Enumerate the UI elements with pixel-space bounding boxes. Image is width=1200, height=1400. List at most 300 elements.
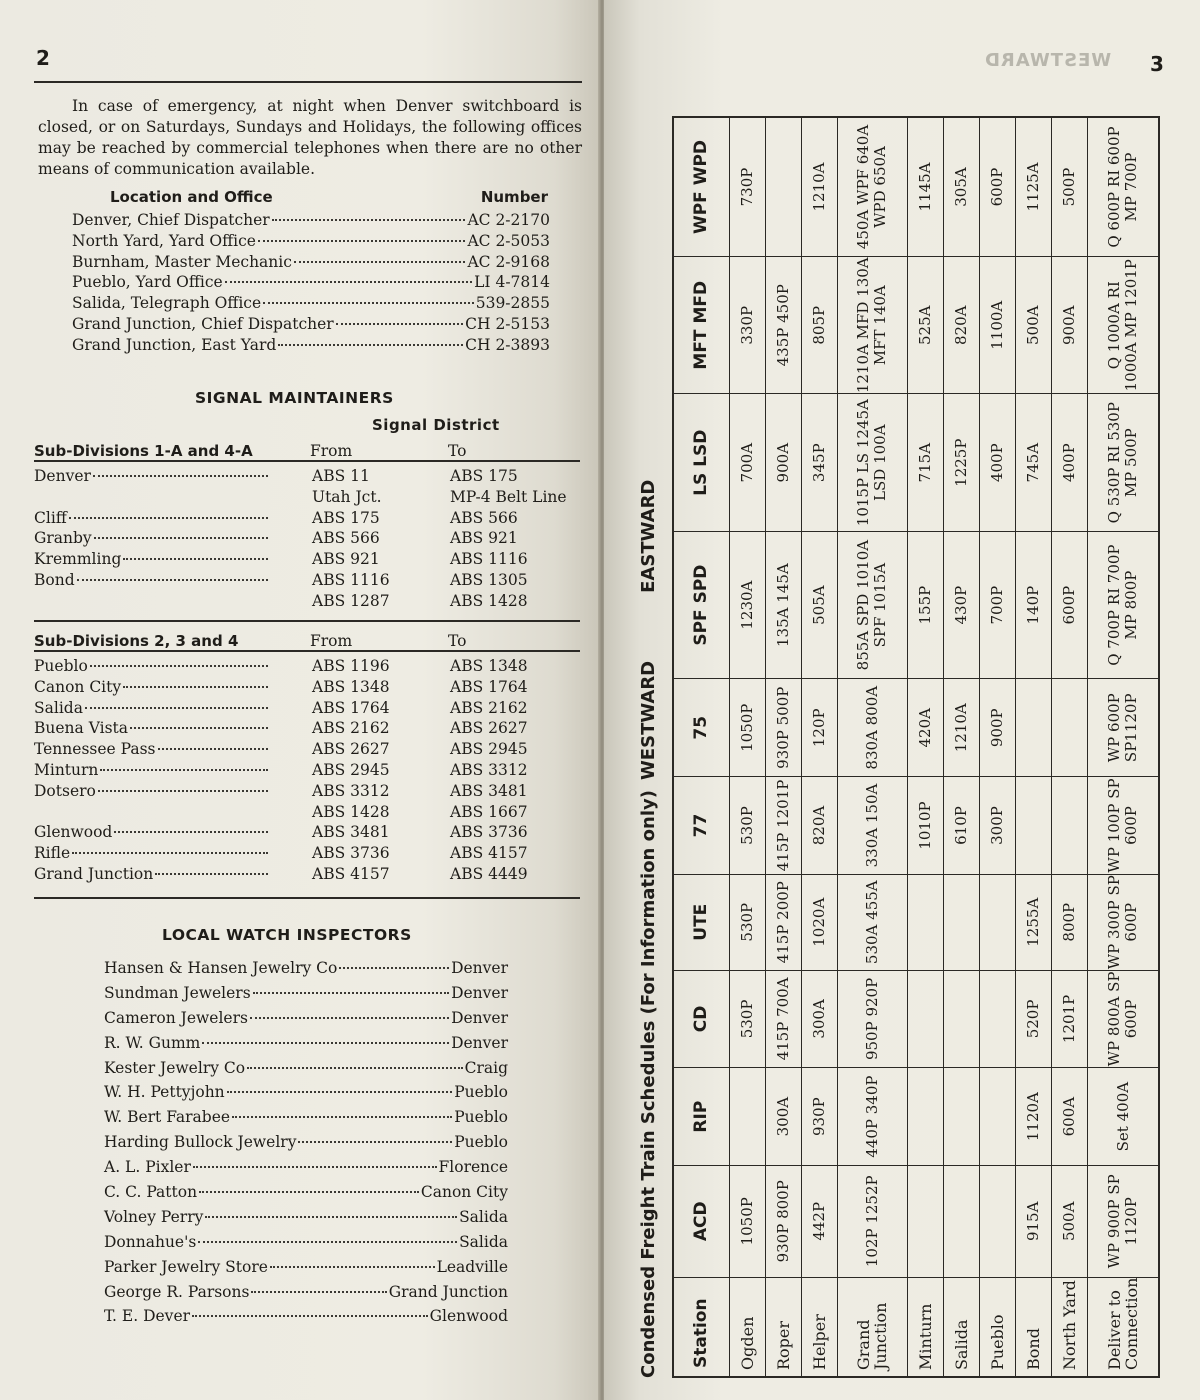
signal-place: Bond: [34, 570, 75, 589]
signal-row: [34, 549, 580, 570]
top-rule: [34, 81, 582, 83]
watch-inspector-row: [104, 956, 508, 981]
watch-inspector-row: [104, 1304, 508, 1329]
signal-to: ABS 4449: [450, 864, 528, 883]
cell-acd: 930P 800P: [765, 1165, 801, 1277]
signal-place: Granby: [34, 529, 92, 548]
cell-c75: 900P: [980, 679, 1016, 777]
inspector-city: Denver: [451, 959, 508, 977]
signal-place-cell: [34, 528, 272, 549]
spacer: [272, 677, 312, 698]
signal-to: ABS 2162: [450, 698, 528, 717]
cell-spf: 155P: [907, 531, 943, 678]
cell-rip: [907, 1068, 943, 1166]
dot-leader: [69, 517, 268, 519]
cell-mft: 435P 450P: [765, 257, 801, 394]
cell-c75: 1050P: [729, 679, 765, 777]
cell-station: Ogden: [729, 1277, 765, 1377]
dot-leader: [258, 240, 466, 242]
cell-ls: 400P: [1052, 394, 1088, 531]
signal-place: Denver: [34, 467, 91, 485]
cell-rip: Set 400A: [1088, 1068, 1159, 1166]
cell-station: Salida: [943, 1277, 979, 1377]
signal-to: ABS 4157: [450, 844, 528, 863]
intro-text: In case of emergency, at night when Denver switchboard is closed, or on Saturdays, Sundays and Holidays, the following offices may be reached by commercial telephones when there are no other means of communication available.: [38, 97, 582, 178]
inspector-city: Denver: [451, 1008, 508, 1027]
cell-wpf: 600P: [980, 117, 1016, 257]
contact-row: [72, 314, 550, 335]
contact-row: [72, 231, 550, 252]
cell-ls: 400P: [980, 394, 1016, 531]
group-2-from: From: [310, 632, 353, 650]
group-1-heading: Sub-Divisions 1-A and 4-A: [34, 442, 253, 460]
cell-c77: 330A 150A: [837, 777, 907, 875]
signal-place: Minturn: [34, 760, 99, 779]
watch-inspector-row: [104, 1230, 508, 1255]
cell-wpf: 730P: [729, 117, 765, 257]
signal-row: [34, 677, 580, 698]
inspector-city: Pueblo: [454, 1133, 508, 1152]
cell-c75: 420A: [907, 679, 943, 777]
signal-place-cell: [34, 466, 272, 487]
signal-to: ABS 3736: [450, 823, 528, 842]
dot-leader: [250, 1017, 449, 1019]
inspector-city: Pueblo: [454, 1108, 508, 1127]
inspector-name: W. H. Pettyjohn: [104, 1083, 225, 1102]
watch-inspector-row: [104, 1105, 508, 1130]
dot-leader: [336, 323, 463, 325]
contacts-header: [72, 188, 550, 210]
cell-ute: 1020A: [801, 874, 837, 970]
cell-spf: 855A SPD 1010A SPF 1015A: [837, 531, 907, 678]
cell-cd: WP 800A SP 600P: [1088, 970, 1159, 1068]
dot-leader: [232, 1116, 452, 1118]
signal-place-cell: [34, 508, 272, 529]
cell-spf: 135A 145A: [765, 531, 801, 678]
emergency-intro: [38, 96, 582, 180]
westward-label: WESTWARD: [637, 660, 659, 781]
signal-row: [34, 781, 580, 802]
signal-place-cell: [34, 698, 272, 719]
cell-spf: 505A: [801, 531, 837, 678]
signal-group-2: [34, 630, 580, 885]
signal-group-2-rows: [34, 652, 580, 885]
inspector-name: R. W. Gumm: [104, 1033, 201, 1052]
spacer: [272, 466, 312, 487]
inspector-name: Cameron Jewelers: [104, 1008, 248, 1027]
spacer: [272, 760, 312, 781]
watch-inspector-row: [104, 1155, 508, 1180]
cell-wpf: 1145A: [907, 117, 943, 257]
contact-row: [72, 272, 550, 293]
spacer: [272, 739, 312, 760]
cell-ls: 1015P LS 1245A LSD 100A: [837, 394, 907, 531]
signal-place: Rifle: [34, 844, 71, 863]
signal-to: ABS 3312: [450, 760, 528, 779]
dot-leader: [294, 261, 466, 263]
signal-from: ABS 1116: [312, 570, 390, 589]
signal-to: ABS 566: [450, 508, 518, 527]
cell-ute: WP 300P SP 600P: [1088, 874, 1159, 970]
signal-to: ABS 1348: [450, 657, 528, 675]
cell-ute: 530P: [729, 874, 765, 970]
inspector-city: Florence: [438, 1158, 508, 1177]
cell-acd: WP 900P SP 1120P: [1088, 1165, 1159, 1277]
signal-from: ABS 1196: [312, 657, 390, 675]
inspector-city: Salida: [459, 1207, 508, 1226]
schedule-row: [943, 117, 979, 1377]
cell-cd: 950P 920P: [837, 970, 907, 1068]
cell-wpf: 1125A: [1016, 117, 1052, 257]
signal-to: MP-4 Belt Line: [450, 487, 567, 506]
signal-row: [34, 843, 580, 864]
freight-schedule-wrapper: [624, 116, 1160, 1378]
signal-from: ABS 1764: [312, 698, 390, 717]
cell-mft: 1100A: [980, 257, 1016, 394]
schedule-row: [1088, 117, 1159, 1377]
cell-ute: 530A 455A: [837, 874, 907, 970]
cell-station: North Yard: [1052, 1277, 1088, 1377]
eastward-label: EASTWARD: [637, 479, 659, 593]
signal-from: ABS 1348: [312, 677, 390, 696]
signal-place: Kremmling: [34, 550, 122, 569]
col-header-c77: 77: [673, 777, 729, 875]
cell-acd: 500A: [1052, 1165, 1088, 1277]
cell-cd: [943, 970, 979, 1068]
watch-title: LOCAL WATCH INSPECTORS: [162, 926, 412, 944]
cell-mft: Q 1000A RI 1000A MP 1201P: [1088, 257, 1159, 394]
cell-cd: 300A: [801, 970, 837, 1068]
cell-mft: 500A: [1016, 257, 1052, 394]
dot-leader: [198, 1241, 457, 1243]
signal-place: Grand Junction: [34, 864, 154, 883]
signal-from: ABS 2627: [312, 740, 390, 759]
cell-mft: 1210A MFD 130A MFT 140A: [837, 257, 907, 394]
cell-c75: 120P: [801, 679, 837, 777]
inspector-name: Sundman Jewelers: [104, 983, 251, 1002]
cell-c75: 1210A: [943, 679, 979, 777]
cell-cd: 530P: [729, 970, 765, 1068]
signal-place: Canon City: [34, 677, 122, 696]
signal-place: Salida: [34, 698, 83, 717]
schedule-title: Condensed Freight Train Schedules (For Information only): [637, 790, 659, 1378]
dot-leader: [227, 1091, 453, 1093]
dot-leader: [85, 707, 268, 709]
watch-inspector-row: [104, 1080, 508, 1105]
signal-group-2-header: [34, 630, 580, 652]
contact-location: Grand Junction, East Yard: [72, 335, 277, 354]
cell-ls: 1225P: [943, 394, 979, 531]
watch-inspector-row: [104, 981, 508, 1006]
spacer: [272, 843, 312, 864]
inspector-name: Harding Bullock Jewelry: [104, 1133, 297, 1152]
cell-station: Helper: [801, 1277, 837, 1377]
cell-c75: WP 600P SP1120P: [1088, 679, 1159, 777]
cell-c75: 830A 800A: [837, 679, 907, 777]
cell-mft: 820A: [943, 257, 979, 394]
inspector-city: Denver: [451, 983, 508, 1002]
inspector-city: Salida: [459, 1232, 508, 1251]
inspector-city: Glenwood: [429, 1307, 508, 1326]
dot-leader: [253, 992, 449, 994]
cell-mft: 805P: [801, 257, 837, 394]
spacer: [272, 864, 312, 885]
inspector-city: Grand Junction: [388, 1282, 508, 1301]
cell-wpf: 305A: [943, 117, 979, 257]
signal-place: Cliff: [34, 508, 67, 527]
inspector-name: T. E. Dever: [104, 1307, 191, 1326]
contact-location: Salida, Telegraph Office: [72, 294, 262, 313]
signal-to: ABS 921: [450, 529, 518, 548]
cell-acd: 1050P: [729, 1165, 765, 1277]
watch-inspector-row: [104, 1255, 508, 1280]
signal-place-cell: [34, 739, 272, 760]
schedule-row: [801, 117, 837, 1377]
inspector-name: Donnahue's: [104, 1232, 197, 1251]
spacer: [272, 718, 312, 739]
schedule-header-row: [673, 117, 729, 1377]
spacer: [272, 781, 312, 802]
cell-rip: 440P 340P: [837, 1068, 907, 1166]
cell-rip: [943, 1068, 979, 1166]
cell-cd: [907, 970, 943, 1068]
signal-from: ABS 2945: [312, 760, 390, 779]
signal-place-cell: [34, 781, 272, 802]
cell-c77: WP 100P SP 600P: [1088, 777, 1159, 875]
signal-subtitle: Signal District: [372, 416, 500, 434]
signal-row: [34, 864, 580, 885]
col-header-spf: SPF SPD: [673, 531, 729, 678]
schedule-title-bar: [624, 116, 672, 1378]
page-number-left: 2: [36, 46, 50, 70]
dot-leader: [94, 537, 268, 539]
contact-number: AC 2-2170: [467, 211, 550, 229]
col-header-cd: CD: [673, 970, 729, 1068]
signal-bottom-rule: [34, 897, 580, 899]
signal-row: [34, 466, 580, 487]
group-2-heading: Sub-Divisions 2, 3 and 4: [34, 632, 239, 650]
cell-ute: 415P 200P: [765, 874, 801, 970]
contact-number: 539-2855: [475, 294, 550, 313]
dot-leader: [339, 967, 449, 969]
contact-row: [72, 210, 550, 231]
dot-leader: [72, 852, 268, 854]
cell-station: Pueblo: [980, 1277, 1016, 1377]
signal-place-cell: [34, 760, 272, 781]
cell-c77: [1016, 777, 1052, 875]
schedule-row: [1016, 117, 1052, 1377]
spacer: [272, 528, 312, 549]
signal-row: [34, 718, 580, 739]
signal-to: ABS 2627: [450, 719, 528, 738]
watch-inspector-row: [104, 1006, 508, 1031]
signal-from: ABS 4157: [312, 864, 390, 883]
signal-place: Dotsero: [34, 781, 96, 800]
spacer: [272, 698, 312, 719]
watch-inspector-row: [104, 1280, 508, 1305]
col-number-header: Number: [480, 188, 548, 206]
contact-number: AC 2-5053: [467, 231, 550, 250]
cell-ute: 800P: [1052, 874, 1088, 970]
cell-c77: 610P: [943, 777, 979, 875]
dot-leader: [123, 558, 268, 560]
schedule-body: [729, 117, 1159, 1377]
signal-from: ABS 3736: [312, 844, 390, 863]
cell-station: Grand Junction: [837, 1277, 907, 1377]
signal-place: Buena Vista: [34, 719, 128, 738]
cell-rip: [729, 1068, 765, 1166]
cell-wpf: 450A WPF 640A WPD 650A: [837, 117, 907, 257]
signal-place: Glenwood: [34, 823, 113, 842]
cell-cd: [980, 970, 1016, 1068]
spacer: [272, 508, 312, 529]
signal-from: ABS 175: [312, 508, 380, 527]
dot-leader: [93, 475, 268, 477]
signal-place-cell: [34, 843, 272, 864]
col-header-station: Station: [673, 1277, 729, 1377]
cell-mft: 330P: [729, 257, 765, 394]
signal-divider: [34, 620, 580, 622]
group-1-to: To: [448, 442, 467, 460]
col-header-wpf: WPF WPD: [673, 117, 729, 257]
schedule-row: [980, 117, 1016, 1377]
cell-c77: 820A: [801, 777, 837, 875]
signal-from: ABS 3312: [312, 781, 390, 800]
contact-number: CH 2-3893: [465, 335, 550, 354]
signal-group-1: [34, 440, 580, 612]
signal-from: ABS 921: [312, 550, 380, 569]
cell-wpf: [765, 117, 801, 257]
cell-rip: [980, 1068, 1016, 1166]
cell-c75: [1052, 679, 1088, 777]
cell-acd: 102P 1252P: [837, 1165, 907, 1277]
signal-place-cell: [34, 802, 272, 823]
signal-to: ABS 175: [450, 467, 518, 485]
cell-spf: 700P: [980, 531, 1016, 678]
signal-from: ABS 566: [312, 529, 380, 548]
inspector-city: Denver: [451, 1033, 508, 1052]
signal-row: [34, 656, 580, 677]
inspector-city: Leadville: [436, 1257, 508, 1276]
cell-ute: 1255A: [1016, 874, 1052, 970]
contact-location: Burnham, Master Mechanic: [72, 252, 292, 271]
cell-acd: [907, 1165, 943, 1277]
signal-row: [34, 698, 580, 719]
dot-leader: [100, 769, 268, 771]
signal-group-1-rows: [34, 462, 580, 612]
watch-inspector-row: [104, 1180, 508, 1205]
cell-spf: 600P: [1052, 531, 1088, 678]
signal-from: ABS 2162: [312, 719, 390, 738]
cell-c77: [1052, 777, 1088, 875]
dot-leader: [130, 727, 268, 729]
signal-from: ABS 1287: [312, 591, 390, 610]
signal-from: ABS 1428: [312, 802, 390, 821]
inspector-name: A. L. Pixler: [104, 1158, 191, 1177]
signal-to: ABS 1764: [450, 677, 528, 696]
signal-place-cell: [34, 549, 272, 570]
dot-leader: [77, 579, 268, 581]
dot-leader: [192, 1315, 428, 1317]
signal-place: Pueblo: [34, 657, 88, 675]
contacts-table: [72, 188, 550, 356]
contact-location: Pueblo, Yard Office: [72, 273, 223, 292]
schedule-row: [837, 117, 907, 1377]
page-number-right: 3: [1150, 52, 1164, 76]
cell-ute: [943, 874, 979, 970]
spacer: [272, 822, 312, 843]
signal-to: ABS 1116: [450, 550, 528, 569]
cell-ls: Q 530P RI 530P MP 500P: [1088, 394, 1159, 531]
schedule-row: [765, 117, 801, 1377]
signal-to: ABS 3481: [450, 781, 528, 800]
inspector-city: Pueblo: [454, 1083, 508, 1102]
cell-mft: 525A: [907, 257, 943, 394]
schedule-row: [729, 117, 765, 1377]
signal-title: SIGNAL MAINTAINERS: [195, 389, 394, 407]
cell-ute: [907, 874, 943, 970]
signal-to: ABS 2945: [450, 740, 528, 759]
signal-row: [34, 487, 580, 508]
cell-cd: 415P 700A: [765, 970, 801, 1068]
col-header-c75: 75: [673, 679, 729, 777]
contact-number: LI 4-7814: [474, 273, 550, 292]
cell-rip: 1120A: [1016, 1068, 1052, 1166]
schedule-table: [672, 116, 1160, 1378]
signal-place-cell: [34, 570, 272, 591]
dot-leader: [158, 748, 268, 750]
dot-leader: [270, 1266, 435, 1268]
cell-c77: 415P 1201P: [765, 777, 801, 875]
contact-row: [72, 293, 550, 314]
col-header-rip: RIP: [673, 1068, 729, 1166]
col-header-acd: ACD: [673, 1165, 729, 1277]
col-location-header: Location and Office: [110, 188, 273, 206]
cell-cd: 1201P: [1052, 970, 1088, 1068]
watch-inspector-row: [104, 1205, 508, 1230]
dot-leader: [199, 1191, 419, 1193]
signal-row: [34, 591, 580, 612]
dot-leader: [272, 219, 466, 221]
cell-ls: 745A: [1016, 394, 1052, 531]
cell-acd: [943, 1165, 979, 1277]
dot-leader: [225, 281, 472, 283]
signal-place-cell: [34, 718, 272, 739]
signal-row: [34, 822, 580, 843]
signal-row: [34, 508, 580, 529]
cell-station: Deliver to Connection: [1088, 1277, 1159, 1377]
dot-leader: [90, 665, 268, 667]
signal-row: [34, 528, 580, 549]
signal-place-cell: [34, 656, 272, 677]
cell-station: Minturn: [907, 1277, 943, 1377]
freight-schedule: [624, 116, 1160, 1378]
signal-row: [34, 802, 580, 823]
signal-row: [34, 760, 580, 781]
spacer: [272, 570, 312, 591]
signal-to: ABS 1667: [450, 802, 528, 821]
dot-leader: [193, 1166, 437, 1168]
signal-row: [34, 570, 580, 591]
cell-spf: 430P: [943, 531, 979, 678]
dot-leader: [155, 873, 268, 875]
signal-to: ABS 1305: [450, 570, 528, 589]
signal-row: [34, 739, 580, 760]
inspector-name: Volney Perry: [104, 1207, 204, 1226]
schedule-row: [1052, 117, 1088, 1377]
spacer: [272, 591, 312, 612]
cell-c77: 530P: [729, 777, 765, 875]
